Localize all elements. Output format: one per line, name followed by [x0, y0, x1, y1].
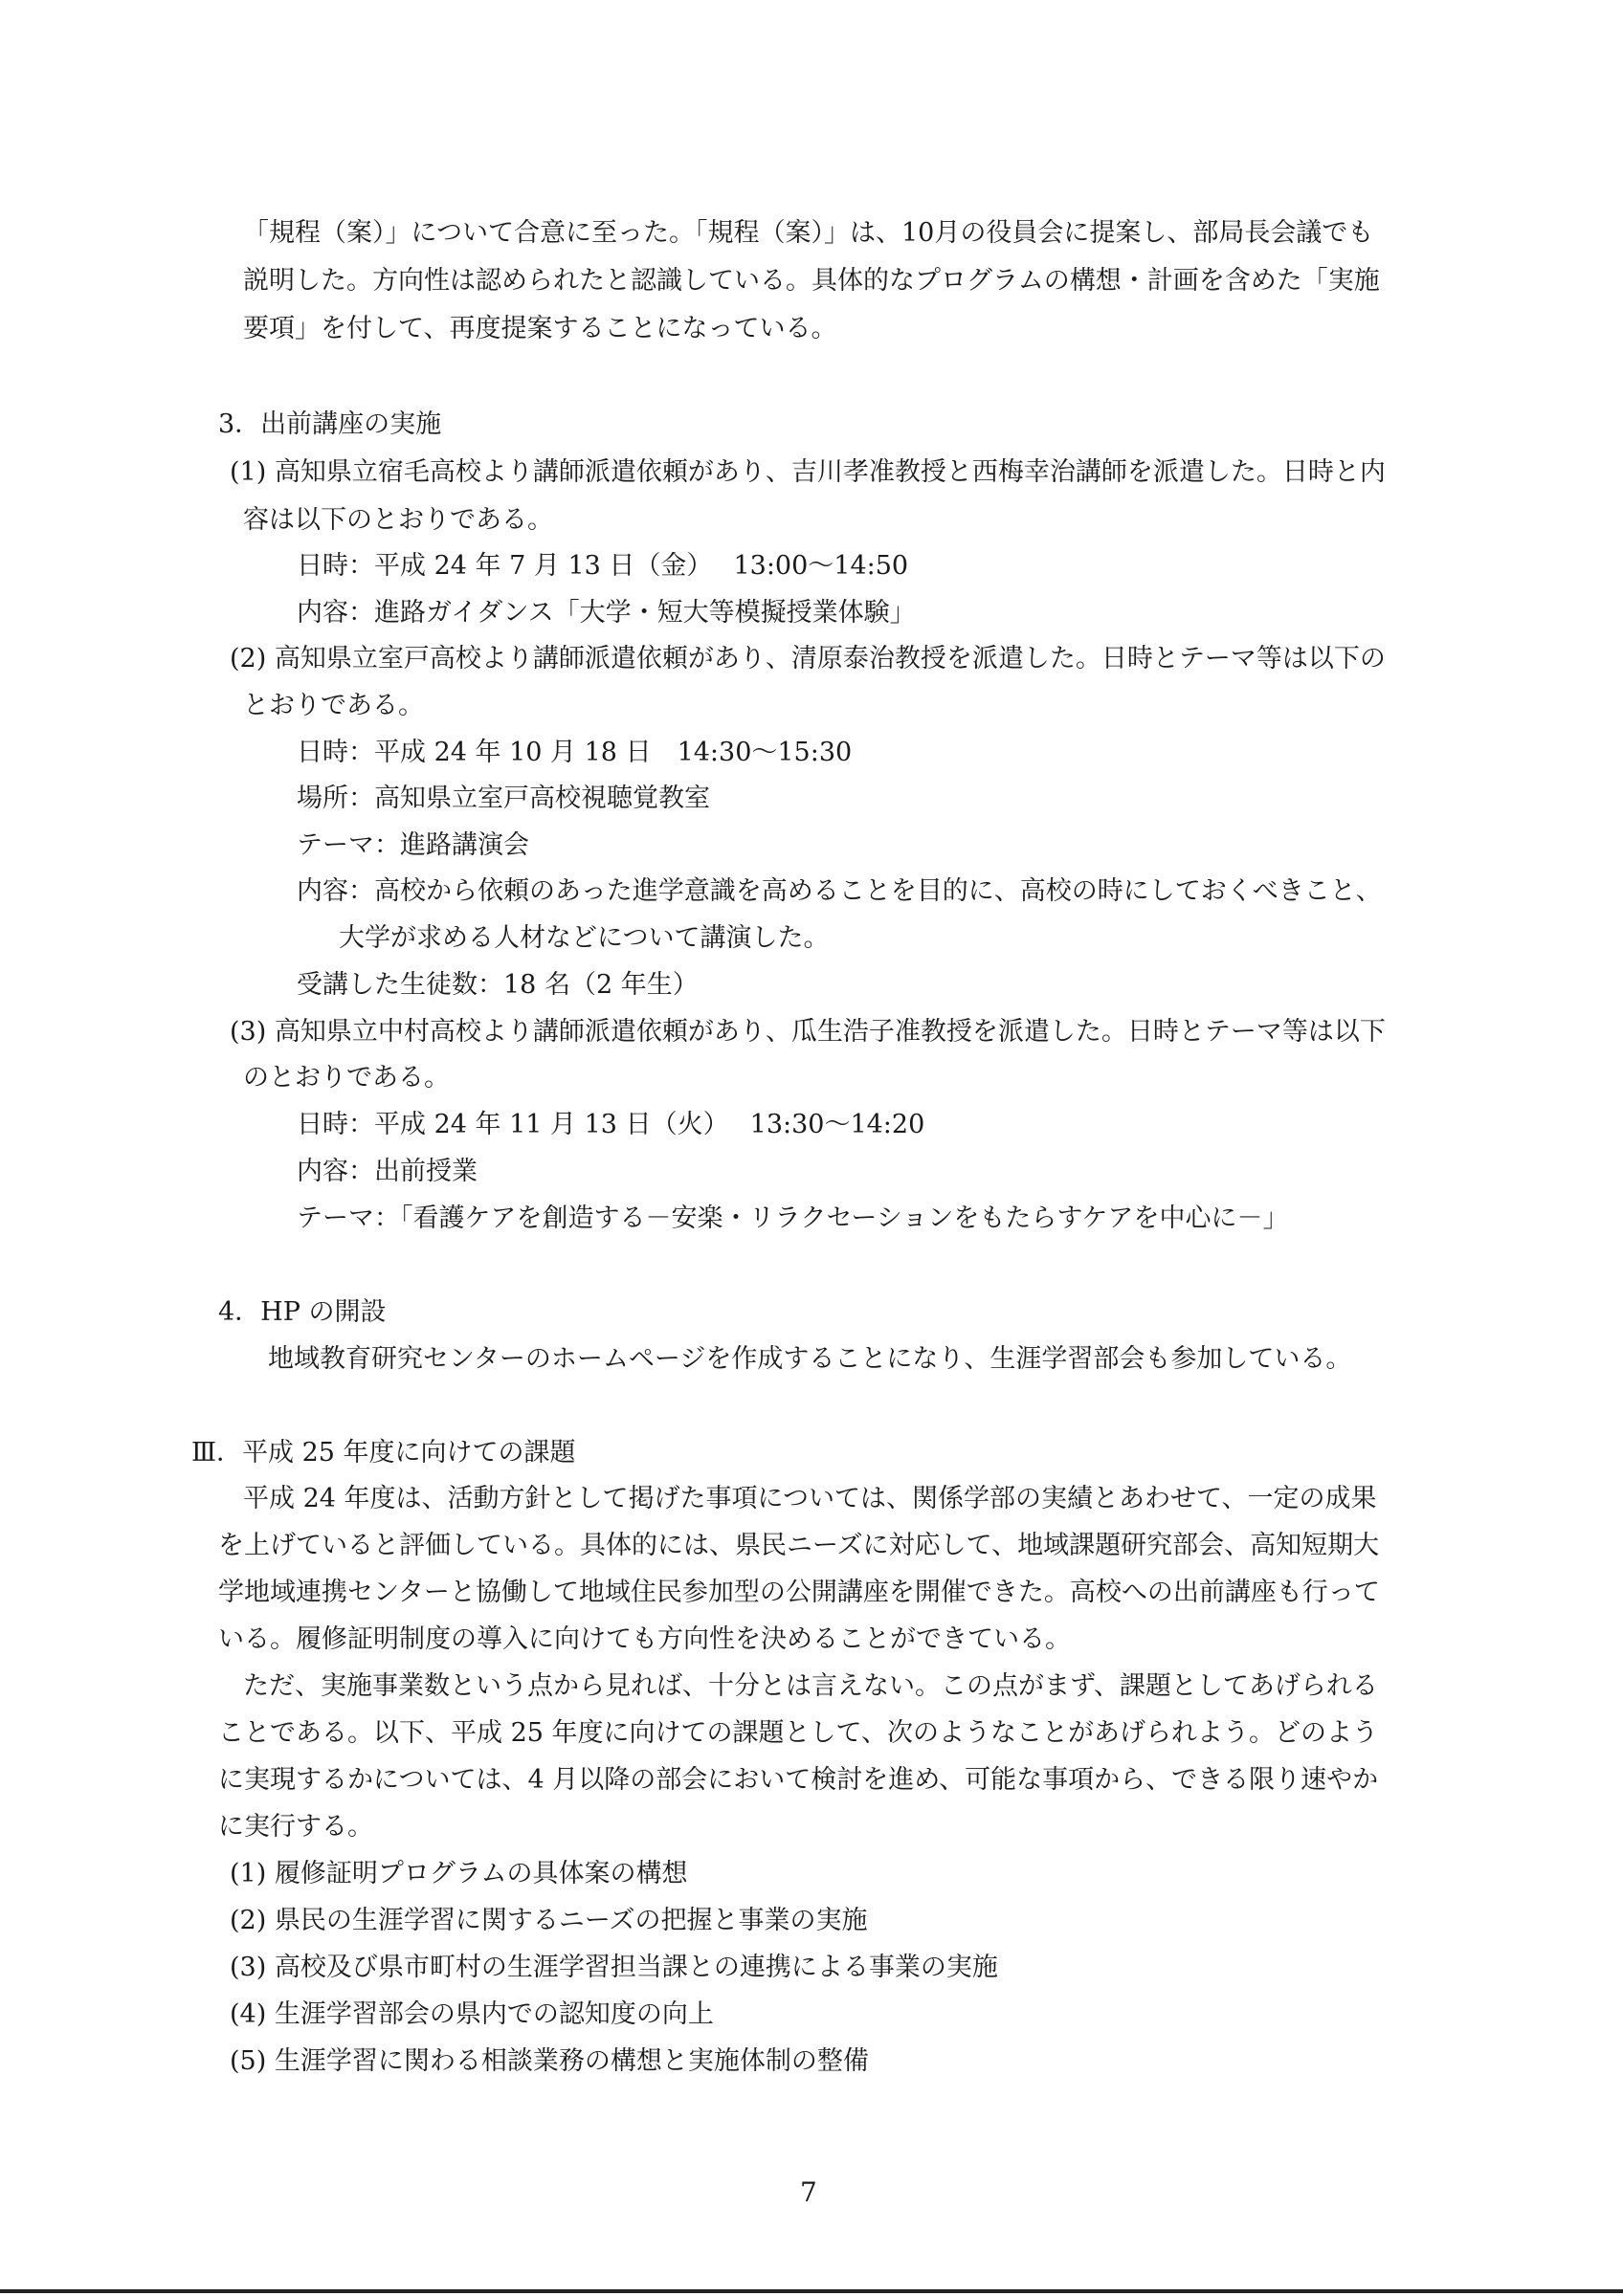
list-item: (3) 高校及び県市町村の生涯学習担当課との連携による事業の実施 [230, 1953, 998, 1982]
text-line: に実行する。 [218, 1812, 373, 1842]
text-line: ことである。以下、平成 25 年度に向けての課題として、次のようなことがあげられよう。どのよう [218, 1718, 1378, 1748]
text-line: 場所：高知県立室戸高校視聴覚教室 [297, 784, 710, 813]
text-line: 説明した。方向性は認められたと認識している。具体的なプログラムの構想・計画を含めた「実施 [243, 266, 1380, 296]
text-line: いる。履修証明制度の導入に向けても方向性を決めることができている。 [218, 1624, 1071, 1654]
text-line: 日時：平成 24 年 10 月 18 日 14:30～15:30 [297, 738, 853, 767]
text-line: 容は以下のとおりである。 [243, 505, 553, 535]
text-line: テーマ：進路講演会 [297, 830, 529, 860]
text-line: (1) 高知県立宿毛高校より講師派遣依頼があり、吉川孝准教授と西梅幸治講師を派遣した。日時と内 [230, 457, 1386, 487]
text-line: 日時：平成 24 年 7 月 13 日（金） 13:00～14:50 [297, 551, 909, 581]
list-item: (4) 生涯学習部会の県内での認知度の向上 [230, 1999, 714, 2029]
text-line: 大学が求める人材などについて講演した。 [339, 923, 830, 953]
section-heading: 4．HP の開設 [218, 1297, 387, 1327]
text-line: 平成 24 年度は、活動方針として掲げた事項については、関係学部の実績とあわせて、一定の成果 [243, 1484, 1377, 1513]
text-line: (3) 高知県立中村高校より講師派遣依頼があり、瓜生浩子准教授を派遣した。日時とテーマ等は以下 [230, 1017, 1386, 1047]
text-line: 受講した生徒数：18 名（2 年生） [297, 970, 699, 1000]
list-item: (2) 県民の生涯学習に関するニーズの把握と事業の実施 [230, 1906, 868, 1935]
text-line: のとおりである。 [243, 1063, 450, 1093]
text-line: を上げていると評価している。具体的には、県民ニーズに対応して、地域課題研究部会、高知短期大 [218, 1531, 1380, 1560]
text-line: 「規程（案）」について合意に至った。「規程（案）」は、10月の役員会に提案し、部局長会議でも [243, 218, 1374, 248]
text-line: ただ、実施事業数という点から見れば、十分とは言えない。この点がまず、課題としてあげられる [243, 1671, 1378, 1701]
section-heading: Ⅲ．平成 25 年度に向けての課題 [191, 1438, 576, 1468]
text-line: 学地域連携センターと協働して地域住民参加型の公開講座を開催できた。高校への出前講座も行って [218, 1578, 1380, 1607]
page-number: 7 [800, 2176, 817, 2208]
text-line: 内容：出前授業 [297, 1157, 478, 1186]
text-line: (2) 高知県立室戸高校より講師派遣依頼があり、清原泰治教授を派遣した。日時とテーマ等は以下の [230, 644, 1386, 673]
text-line: 内容：進路ガイダンス「大学・短大等模擬授業体験」 [297, 598, 916, 628]
text-line: とおりである。 [243, 691, 424, 720]
text-line: 内容：高校から依頼のあった進学意識を高めることを目的に、高校の時にしておくべきこと、 [297, 876, 1382, 906]
list-item: (5) 生涯学習に関わる相談業務の構想と実施体制の整備 [230, 2046, 869, 2076]
text-line: に実現するかについては、4 月以降の部会において検討を進め、可能な事項から、できる限り速やか [218, 1765, 1379, 1795]
text-line: 地域教育研究センターのホームページを作成することになり、生涯学習部会も参加している。 [268, 1344, 1352, 1374]
text-line: 要項」を付して、再度提案することになっている。 [243, 314, 837, 343]
text-line: 日時：平成 24 年 11 月 13 日（火） 13:30～14:20 [297, 1110, 925, 1139]
text-line: テーマ：「看護ケアを創造する－安楽・リラクセーションをもたらすケアを中心に－」 [297, 1203, 1289, 1233]
bottom-rule [0, 2289, 1623, 2293]
section-heading: 3．出前講座の実施 [218, 409, 442, 439]
list-item: (1) 履修証明プログラムの具体案の構想 [230, 1859, 688, 1888]
